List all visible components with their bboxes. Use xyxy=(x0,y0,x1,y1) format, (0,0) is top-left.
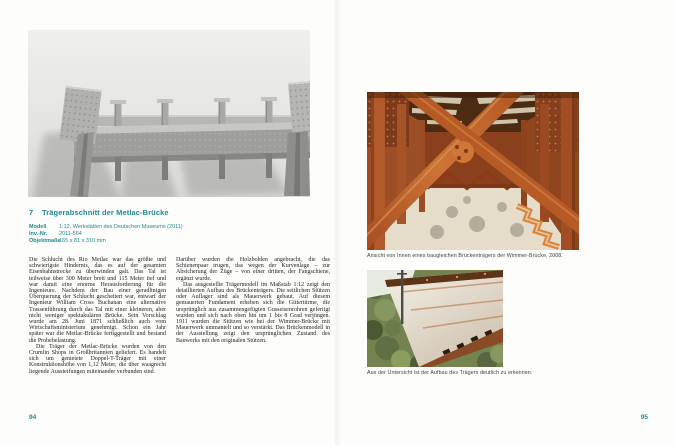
section-heading xyxy=(29,208,329,217)
meta-row-modell xyxy=(29,224,329,231)
bridge-model-photo xyxy=(28,30,310,197)
paragraph: Darüber wurden die Holzbohlen angebracht, die das Schienenpaar trugen, das wegen der Kurvenlage – zur Absicherung der Züge – von einer dritten, der Fangschiene, ergänzt wurde. xyxy=(176,257,330,282)
body-column-1 xyxy=(29,257,166,375)
bridge-model-illustration xyxy=(28,30,310,197)
meta-value: 1:12, Werkstätten des Deutschen Museums (2011) xyxy=(59,224,183,230)
object-metadata xyxy=(29,224,329,245)
meta-label: Modell xyxy=(29,224,47,230)
body-column-2 xyxy=(176,257,330,375)
meta-row-invnr xyxy=(29,231,329,238)
meta-row-objektmasse xyxy=(29,238,329,245)
paragraph: Das ausgestellte Trägermodell im Maßstab 1:12 zeigt den detaillierten Aufbau des Brückenträgers. Die seitlichen Stützen oder Auflager sind als Mauerwerk gebaut. Auf diesem gemauerten Fundament erheben sich die Gittertürme, die ursprünglich aus zusammengefügten Gusseisenrohren gefertigt wurden und sich nach oben hin um 1 bis 8 Grad verjüngen. 1911 wurden die Stützen wie bei der Wimmer-Brücke mit Mauerwerk ummantelt und so verstärkt. Das Brückenmodell in der Ausstellung zeigt den ursprünglichen Zustand des Bauwerks mit den originalen Stützen. xyxy=(176,281,330,344)
girder-underside-illustration xyxy=(367,270,503,367)
meta-value: 165 x 81 x 310 mm xyxy=(59,238,106,244)
meta-value: 2011-564 xyxy=(59,231,82,237)
meta-label: Objektmaße xyxy=(29,238,61,244)
section-number: 7 xyxy=(29,208,34,217)
girder-interior-illustration xyxy=(367,92,579,250)
girder-underside-photo xyxy=(367,270,579,376)
page-number-left: 94 xyxy=(29,414,37,421)
page-number-right: 95 xyxy=(640,414,648,421)
photo1-caption: Ansicht von Innen eines baugleichen Brückenträgers der Wimmer-Brücke, 2008. xyxy=(367,253,563,259)
photo2-caption: Aus der Untersicht ist der Aufbau des Trägers deutlich zu erkennen. xyxy=(367,370,533,376)
paragraph: Die Schlucht des Rio Metlac war das größte und schwierigste Hindernis, das es auf der gesamten Eisenbahnstrecke zu überwinden galt. Das Tal ist teilweise über 300 Meter breit und 115 Meter tief und war damit eine enorme Herausforderung für die Ingenieure. Nachdem der Bau einer geradlinigen Überquerung der Schlucht gescheitert war, entwarf der Ingenieur William Cross Buchanan eine alternative Trassenführung durch das Tal mit einer kleineren, aber nicht weniger spektakulären Brücke. Sein Vorschlag wurde am 28. Juni 1871 schließlich auch vom Wirtschaftsministerium genehmigt. Schon ein Jahr später war die Metlac-Brücke fertiggestellt und bestand die Probebelastung. xyxy=(29,257,166,344)
meta-label: Inv.-Nr. xyxy=(29,231,48,237)
page-gutter xyxy=(333,0,341,445)
section-title: Trägerabschnitt der Metlac-Brücke xyxy=(42,208,169,217)
paragraph: Die Träger der Metlac-Brücke wurden von den Crumlin Shops in Großbritannien geliefert. Es handelt sich um genietete Doppel-T-Träger mit einer Konstruktionshöhe von 1,12 Meter, die über waagrecht liegende Aussteifungen miteinander verbunden sind. xyxy=(29,343,166,375)
girder-interior-photo xyxy=(367,92,579,259)
body-text xyxy=(29,257,330,375)
